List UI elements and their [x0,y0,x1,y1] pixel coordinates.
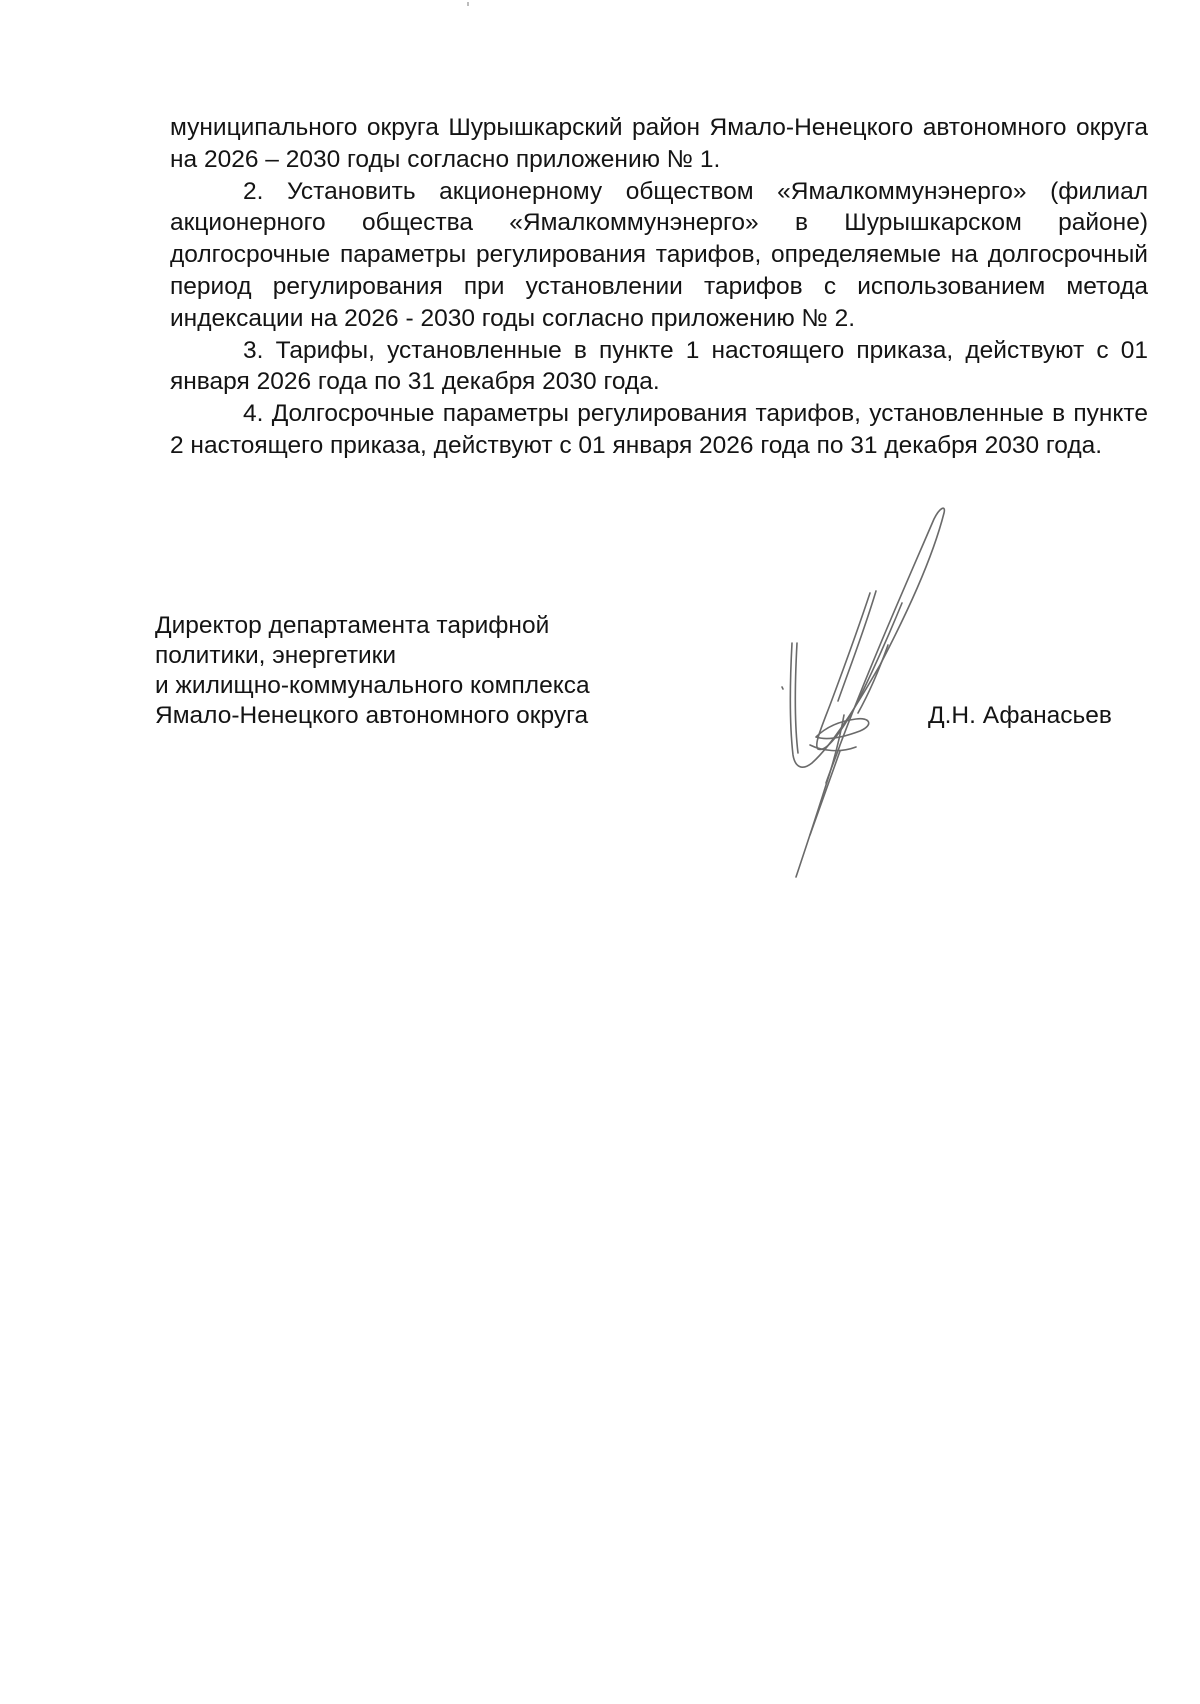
item-2-paragraph: 2. Установить акционерному обществом «Ямалкоммунэнерго» (филиал акционерного общества «Ямалкоммунэнерго» в Шурышкарском районе) долгосрочные параметры регулирования тарифов, определяемые на долгосрочный период регулирования при установлении тарифов с использованием метода индексации на 2026 - 2030 годы согласно приложению № 2. [170,177,1148,332]
continuation-line-1: муниципального округа Шурышкарский район Ямало-Ненецкого [170,114,914,141]
continuation-paragraph [170,112,1148,176]
signer-position [155,611,715,731]
signer-position-line-2: политики, энергетики [155,642,397,669]
handwritten-signature [760,505,990,885]
signer-position-line-3: и жилищно-коммунального комплекса [155,672,590,699]
continuation-line-2: автономного округа на 2026 – 2030 годы согласно приложению № 1. [170,114,1148,173]
scan-speck [467,2,469,6]
item-3-paragraph: 3. Тарифы, установленные в пункте 1 настоящего приказа, действуют с 01 января 2026 года по 31 декабря 2030 года. [170,336,1148,396]
signer-position-line-1: Директор департамента тарифной [155,612,550,639]
item-4-paragraph: 4. Долгосрочные параметры регулирования тарифов, установленные в пункте 2 настоящего приказа, действуют с 01 января 2026 года по 31 декабря 2030 года. [170,400,1148,459]
signer-position-line-4: Ямало-Ненецкого автономного округа [155,702,589,729]
document-body [170,112,1148,462]
signer-name: Д.Н. Афанасьев [928,702,1112,729]
